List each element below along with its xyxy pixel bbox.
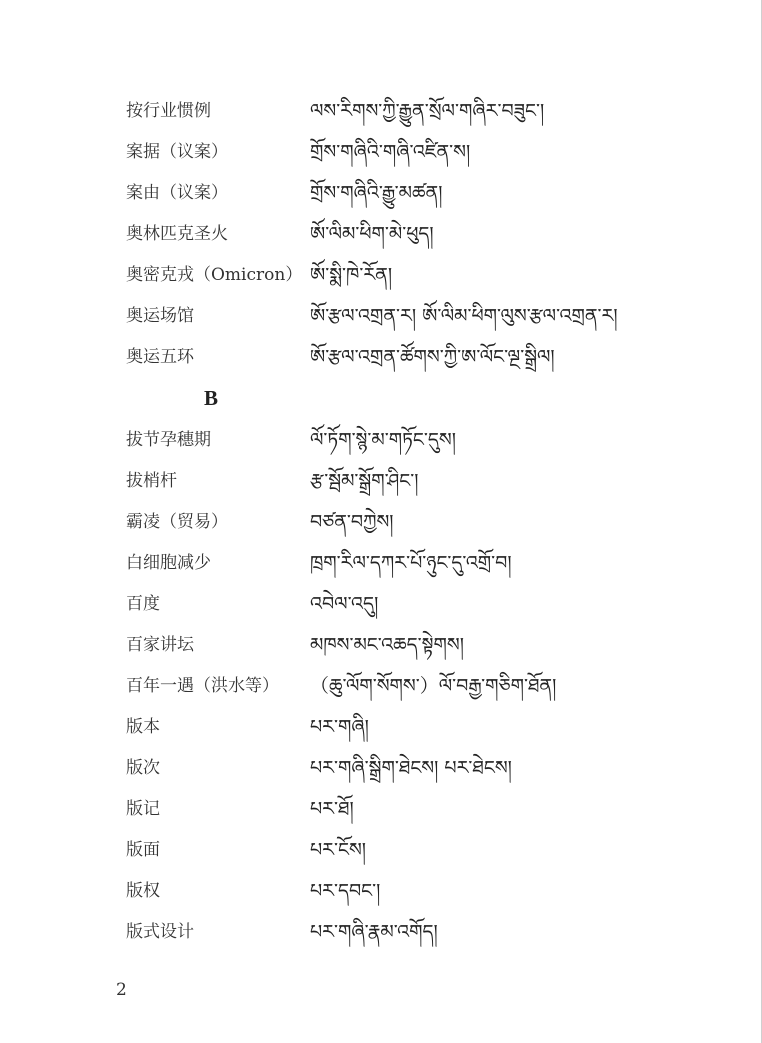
glossary-entry xyxy=(126,875,626,907)
glossary-entry xyxy=(126,588,626,620)
chinese-term: 奥林匹克圣火 xyxy=(126,224,228,244)
tibetan-term: པར་གཞི། xyxy=(310,716,369,738)
tibetan-term: མཁས་མང་འཆད་སྟེགས། xyxy=(310,634,464,656)
glossary-entry xyxy=(126,752,626,784)
tibetan-term: གྲོས་གཞིའི་གཞི་འཛིན་ས། xyxy=(310,141,471,163)
section-heading-letter: B xyxy=(204,386,219,410)
chinese-term: 版式设计 xyxy=(126,922,194,942)
tibetan-term: ཨོ་རྩལ་འགྲན་ར། ཨོ་ལིམ་ཕིག་ལུས་རྩལ་འགྲན་ར། xyxy=(310,305,618,327)
glossary-entry xyxy=(126,711,626,743)
glossary-entry xyxy=(126,341,626,373)
tibetan-term: （ཆུ་ལོག་སོགས་）ལོ་བརྒྱ་གཅིག་ཐོན། xyxy=(310,675,557,697)
glossary-entry xyxy=(126,218,626,250)
glossary-entry xyxy=(126,177,626,209)
chinese-term: 版记 xyxy=(126,799,160,819)
tibetan-term: པར་དབང་། xyxy=(310,880,381,902)
chinese-term: 奥密克戎（Omicron） xyxy=(126,265,303,285)
tibetan-term: ཨོ་སྨི་ཁེ་རོན། xyxy=(310,264,393,286)
glossary-entry xyxy=(126,547,626,579)
chinese-term: 百度 xyxy=(126,594,160,614)
tibetan-term: ཨོ་ལིམ་ཕིག་མེ་ཕུད། xyxy=(310,223,434,245)
tibetan-term: འབེལ་འདུ། xyxy=(310,593,379,615)
tibetan-term: བཙན་བཀྱེས། xyxy=(310,511,394,533)
glossary-entry xyxy=(126,916,626,948)
chinese-term: 案由（议案） xyxy=(126,183,228,203)
chinese-term: 按行业惯例 xyxy=(126,101,211,121)
tibetan-term: ལས་རིགས་ཀྱི་རྒྱུན་སྲོལ་གཞིར་བཟུང་། xyxy=(310,100,545,122)
chinese-term: 霸凌（贸易） xyxy=(126,512,228,532)
chinese-term: 白细胞减少 xyxy=(126,553,211,573)
tibetan-term: པར་གཞི་སྒྲིག་ཐེངས། པར་ཐེངས། xyxy=(310,757,512,779)
chinese-term: 版面 xyxy=(126,840,160,860)
tibetan-term: པར་ཐོ། xyxy=(310,798,354,820)
glossary-entries xyxy=(126,95,626,957)
tibetan-term: ཁྲག་རིལ་དཀར་པོ་ཉུང་དུ་འགྲོ་བ། xyxy=(310,552,512,574)
glossary-entry xyxy=(126,506,626,538)
chinese-term: 拔梢杆 xyxy=(126,471,177,491)
glossary-entry xyxy=(126,424,626,456)
chinese-term: 版本 xyxy=(126,717,160,737)
glossary-entry xyxy=(126,670,626,702)
chinese-term: 百家讲坛 xyxy=(126,635,194,655)
glossary-entry xyxy=(126,300,626,332)
glossary-entry xyxy=(126,793,626,825)
glossary-entry xyxy=(126,834,626,866)
tibetan-term: ལོ་ཏོག་སྙེ་མ་གཏོང་དུས། xyxy=(310,429,456,451)
glossary-entry xyxy=(126,136,626,168)
page-number: 2 xyxy=(116,980,127,1000)
tibetan-term: གྲོས་གཞིའི་རྒྱུ་མཚན། xyxy=(310,182,443,204)
tibetan-term: པར་ངོས། xyxy=(310,839,367,861)
chinese-term: 百年一遇（洪水等） xyxy=(126,676,279,696)
chinese-term: 奥运场馆 xyxy=(126,306,194,326)
chinese-term: 案据（议案） xyxy=(126,142,228,162)
tibetan-term: ཨོ་རྩལ་འགྲན་ཚོགས་ཀྱི་ཨ་ལོང་ལྔ་སྒྲིལ། xyxy=(310,346,555,368)
chinese-term: 版次 xyxy=(126,758,160,778)
tibetan-term: རྩ་སྦོམ་སྒྲོག་ཤིང་། xyxy=(310,470,419,492)
chinese-term: 奥运五环 xyxy=(126,347,194,367)
glossary-entry xyxy=(126,465,626,497)
glossary-entry xyxy=(126,95,626,127)
glossary-entry xyxy=(126,259,626,291)
glossary-entry xyxy=(126,629,626,661)
tibetan-term: པར་གཞི་རྣམ་འགོད། xyxy=(310,921,438,943)
chinese-term: 版权 xyxy=(126,881,160,901)
chinese-term: 拔节孕穗期 xyxy=(126,430,211,450)
